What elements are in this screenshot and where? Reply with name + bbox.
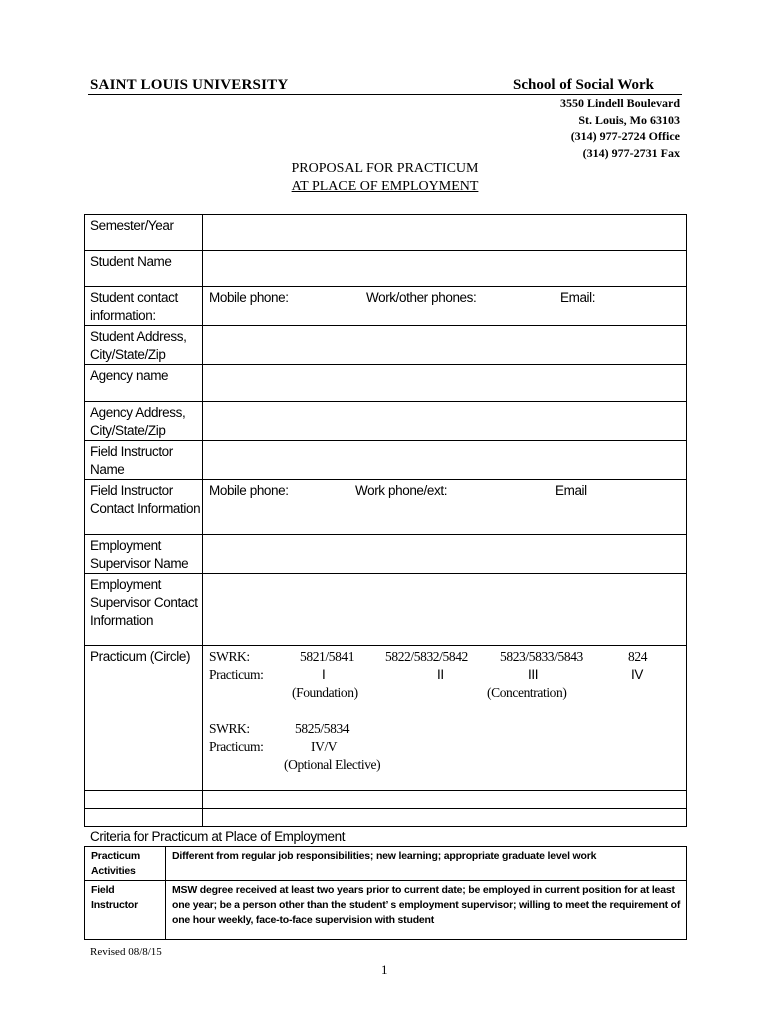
semester-label: Semester/Year	[85, 215, 203, 251]
work-phone-label: Work phone/ext:	[355, 483, 448, 498]
school-address	[560, 95, 680, 161]
course-option-2[interactable]: 5822/5832/5842	[385, 649, 468, 664]
field-instructor-contact-label: Field Instructor Contact Information	[85, 480, 203, 535]
blank-cell[interactable]	[203, 809, 687, 827]
field-instructor-name-label: Field Instructor Name	[85, 441, 203, 480]
criteria-label: Field Instructor	[85, 881, 166, 940]
agency-name-field[interactable]	[203, 365, 687, 402]
practicum-level-II[interactable]: II	[437, 667, 444, 682]
student-name-label: Student Name	[85, 251, 203, 287]
practicum-row-label: Practicum:	[209, 667, 264, 682]
document-title	[0, 160, 770, 196]
blank-cell[interactable]	[203, 791, 687, 809]
course-option-3[interactable]: 5823/5833/5843	[500, 649, 583, 664]
student-contact-field[interactable]	[203, 287, 687, 326]
swrk-label: SWRK:	[209, 721, 250, 736]
foundation-caption: (Foundation)	[292, 685, 358, 700]
address-line: 3550 Lindell Boulevard	[559, 96, 680, 110]
page-number: 1	[381, 962, 388, 977]
email-label: Email	[555, 483, 587, 498]
agency-name-label: Agency name	[85, 365, 203, 402]
employment-supervisor-name-field[interactable]	[203, 535, 687, 574]
student-address-label: Student Address, City/State/Zip	[85, 326, 203, 365]
field-instructor-name-field[interactable]	[203, 441, 687, 480]
title-line-1: PROPOSAL FOR PRACTICUM	[291, 161, 479, 176]
mobile-phone-label: Mobile phone:	[209, 483, 289, 498]
practicum-row-label: Practicum:	[209, 739, 264, 754]
work-phone-label: Work/other phones:	[366, 290, 477, 305]
criteria-table	[84, 846, 687, 940]
semester-field[interactable]	[203, 215, 687, 251]
course-option-elective[interactable]: 5825/5834	[295, 721, 350, 736]
proposal-form-table	[84, 214, 687, 827]
employment-supervisor-contact-label: Employment Supervisor Contact Information	[85, 574, 203, 646]
practicum-options	[203, 646, 687, 791]
title-line-2: AT PLACE OF EMPLOYMENT	[291, 179, 479, 194]
practicum-level-IV[interactable]: IV	[631, 667, 643, 682]
blank-cell[interactable]	[85, 809, 203, 827]
blank-cell[interactable]	[85, 791, 203, 809]
address-line: St. Louis, Mo 63103	[578, 112, 680, 127]
criteria-text: Different from regular job responsibilities; new learning; appropriate graduate level work	[166, 847, 687, 881]
course-option-4[interactable]: 824	[628, 649, 648, 664]
elective-caption: (Optional Elective)	[284, 757, 381, 772]
student-contact-label: Student contact information:	[85, 287, 203, 326]
revision-date: Revised 08/8/15	[90, 946, 162, 958]
employment-supervisor-name-label: Employment Supervisor Name	[85, 535, 203, 574]
concentration-caption: (Concentration)	[487, 685, 567, 700]
address-line: (314) 977-2731 Fax	[582, 145, 680, 160]
practicum-level-IV-V[interactable]: IV/V	[311, 739, 338, 754]
mobile-phone-label: Mobile phone:	[209, 290, 289, 305]
address-line: (314) 977-2724 Office	[570, 129, 680, 143]
swrk-label: SWRK:	[209, 649, 250, 664]
school-name: School of Social Work	[513, 77, 654, 93]
criteria-title: Criteria for Practicum at Place of Employment	[90, 829, 346, 844]
agency-address-field[interactable]	[203, 402, 687, 441]
agency-address-label: Agency Address, City/State/Zip	[85, 402, 203, 441]
student-address-field[interactable]	[203, 326, 687, 365]
criteria-text: MSW degree received at least two years prior to current date; be employed in current position for at least one year; be a person other than the student’ s employment supervisor; willing to meet the requirement of one hour weekly, face-to-face supervision with student	[166, 881, 687, 940]
practicum-label: Practicum (Circle)	[85, 646, 203, 791]
email-label: Email:	[560, 290, 596, 305]
practicum-level-I[interactable]: I	[322, 667, 326, 682]
field-instructor-contact-field[interactable]	[203, 480, 687, 535]
employment-supervisor-contact-field[interactable]	[203, 574, 687, 646]
criteria-label: Practicum Activities	[85, 847, 166, 881]
practicum-level-III[interactable]: III	[528, 667, 539, 682]
university-name: SAINT LOUIS UNIVERSITY	[90, 77, 289, 93]
student-name-field[interactable]	[203, 251, 687, 287]
course-option-foundation[interactable]: 5821/5841	[300, 649, 355, 664]
